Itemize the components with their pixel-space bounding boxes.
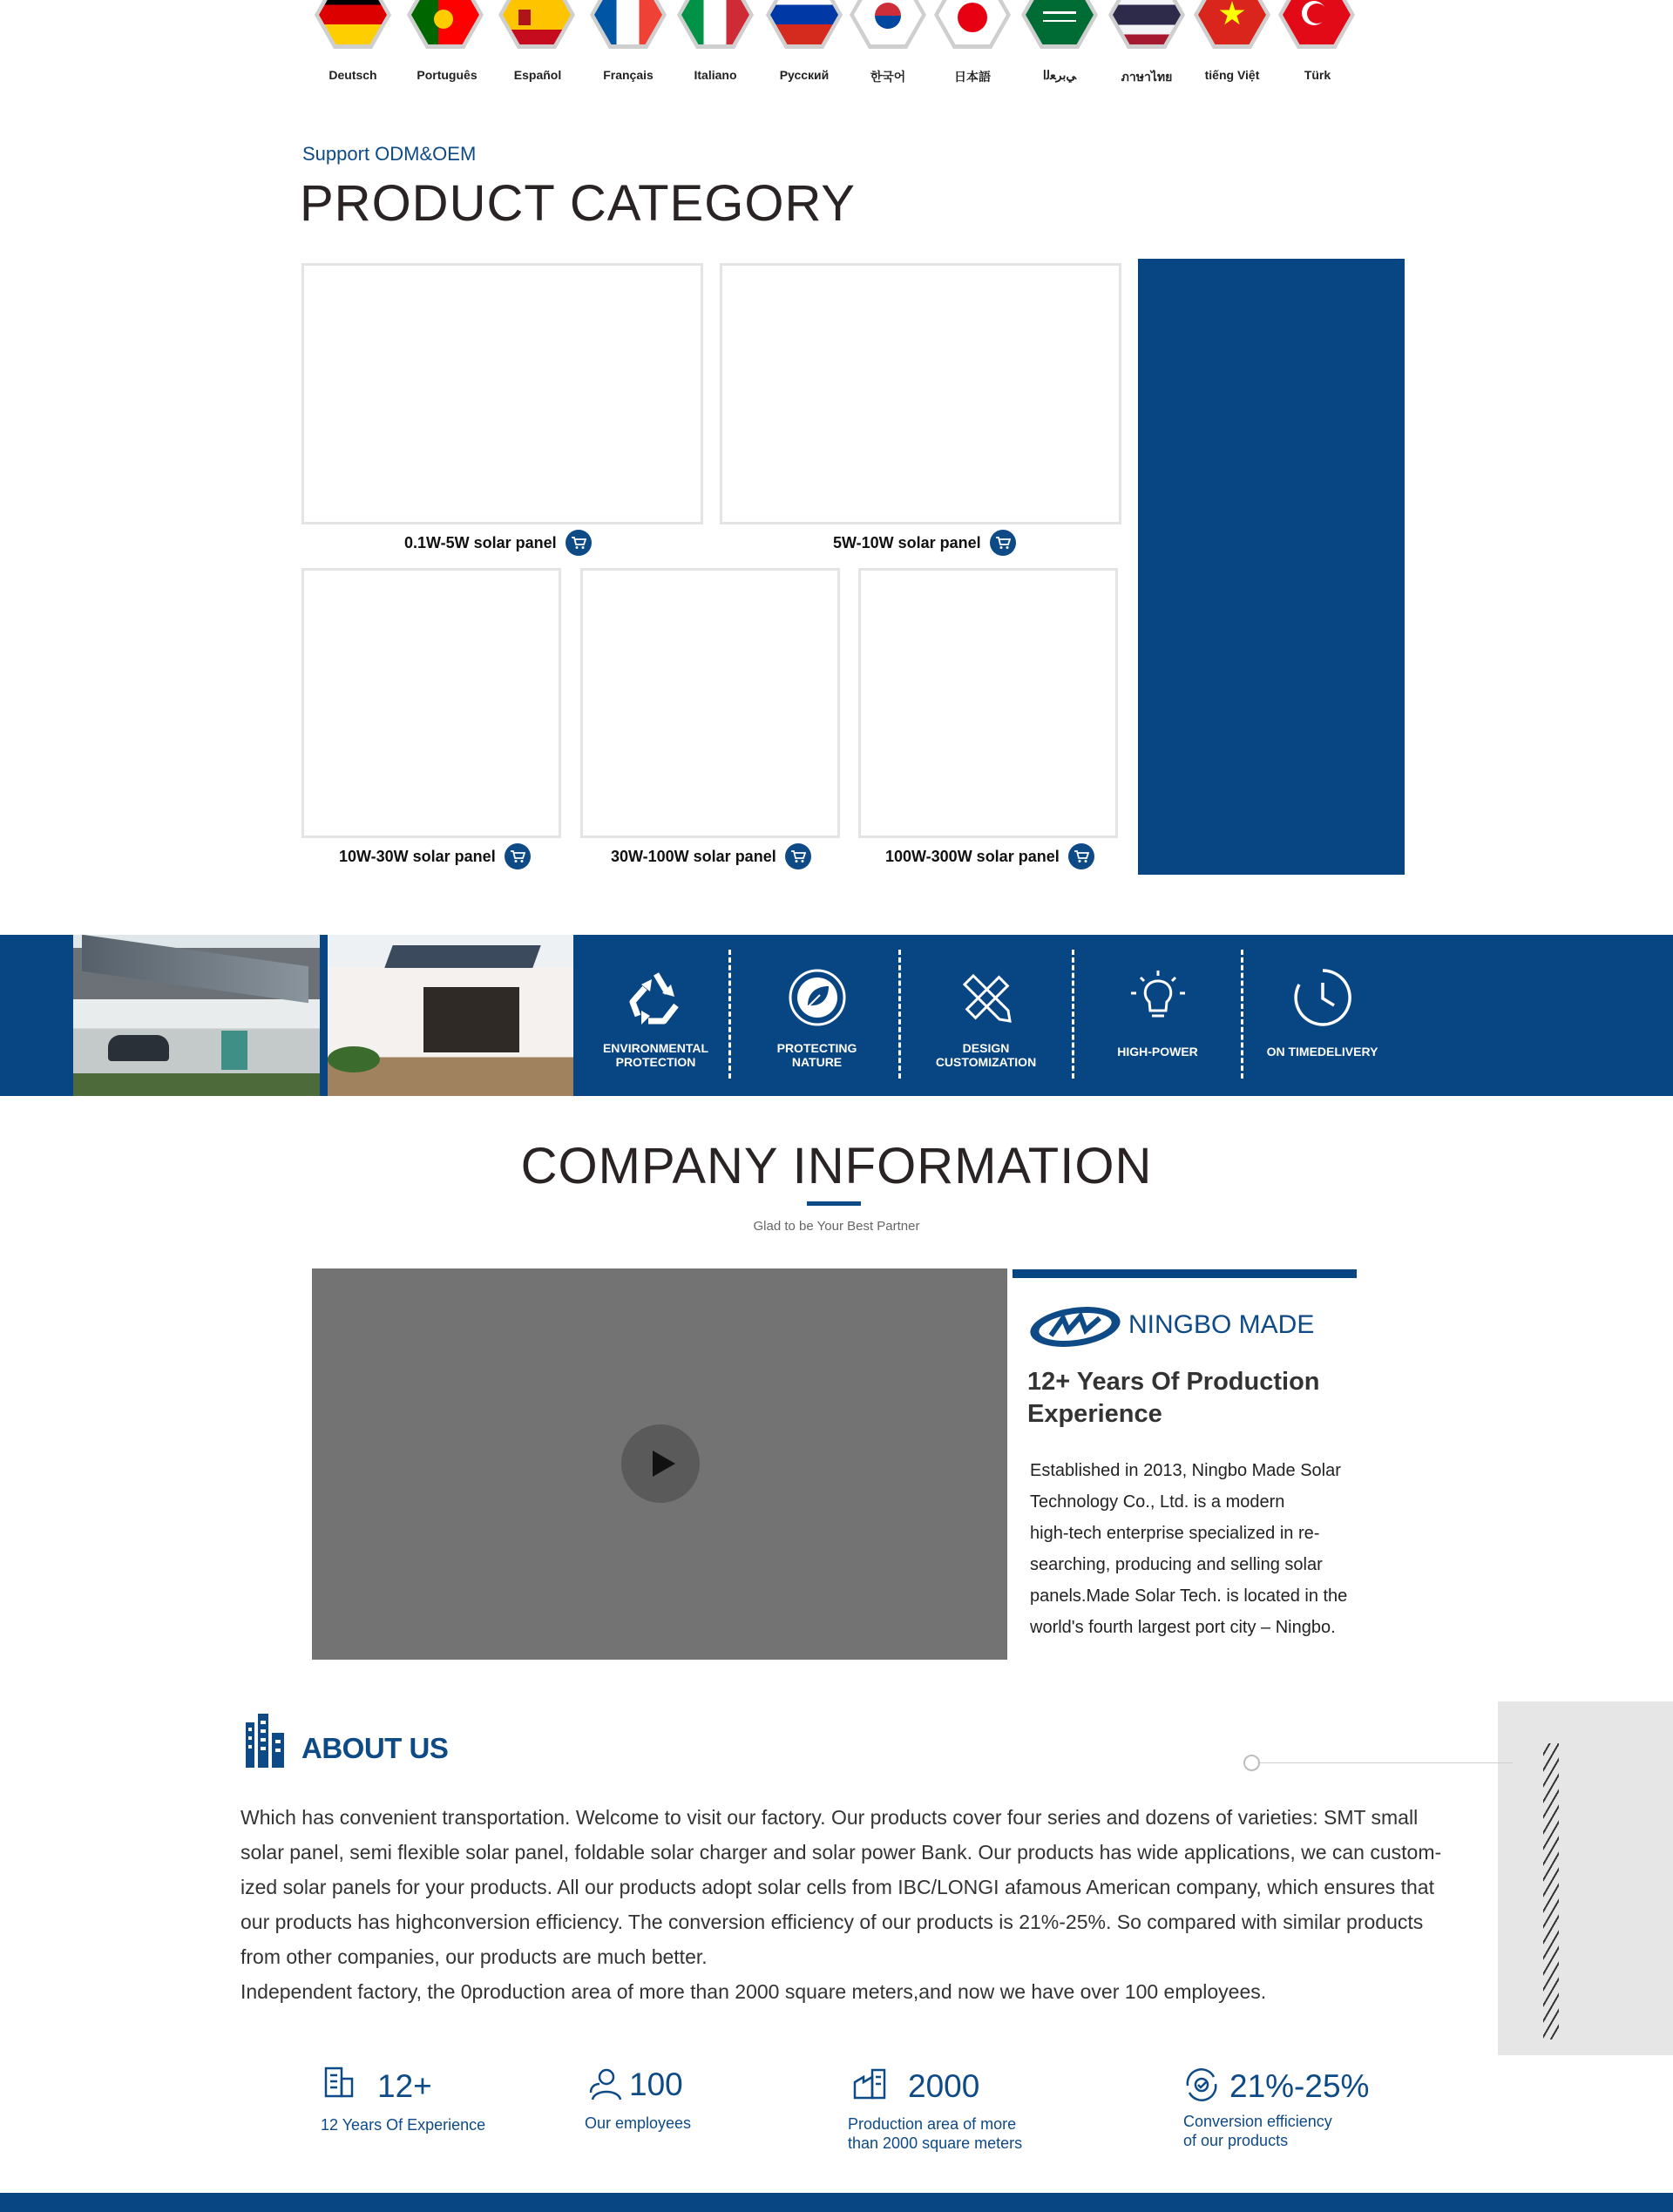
leaf-icon [787, 967, 848, 1028]
feature-label: HIGH-POWER [1117, 1045, 1198, 1059]
language-link[interactable]: Deutsch [329, 68, 377, 82]
product-link[interactable] [611, 843, 811, 869]
brand-name: NINGBO MADE [1128, 1310, 1315, 1339]
feature-label: DESIGN [962, 1041, 1010, 1055]
korea-flag-icon[interactable] [850, 0, 926, 49]
stat-value: 12+ [377, 2068, 432, 2104]
section-eyebrow: Support ODM&OEM [302, 143, 477, 165]
product-card-image[interactable] [301, 568, 561, 838]
feature-label: PROTECTING [776, 1041, 857, 1055]
feature-nature [741, 967, 893, 1069]
feature-divider [1241, 950, 1243, 1079]
saudi-flag-icon[interactable] [1021, 0, 1098, 49]
title-underline [807, 1201, 861, 1206]
stat-label: Conversion efficiency of our products [1183, 2113, 1332, 2149]
product-link[interactable] [404, 530, 592, 556]
product-link[interactable] [339, 843, 531, 869]
language-link[interactable]: Русский [779, 68, 830, 82]
building-icon [322, 2065, 357, 2104]
feature-environmental [579, 967, 732, 1069]
company-video[interactable] [312, 1268, 1007, 1660]
vietnam-flag-icon[interactable] [1194, 0, 1270, 49]
language-link[interactable]: ﻲﺑﺮﻌﻟﺍ [1042, 68, 1077, 82]
product-card-image[interactable] [858, 568, 1118, 838]
footer-bar [0, 2193, 1673, 2212]
language-link[interactable]: Português [417, 68, 478, 82]
language-link[interactable]: Español [513, 68, 562, 82]
russia-flag-icon[interactable] [766, 0, 843, 49]
decorative-panel [1498, 1701, 1673, 2055]
stat-value: 2000 [908, 2068, 980, 2104]
product-label: 30W-100W solar panel [611, 847, 776, 865]
cart-icon[interactable] [1068, 843, 1094, 869]
brand-logo [1028, 1304, 1122, 1354]
germany-flag-icon[interactable] [315, 0, 391, 49]
product-label: 100W-300W solar panel [885, 847, 1060, 865]
feature-design [910, 967, 1062, 1069]
experience-title: 12+ Years Of Production Experience [1027, 1368, 1320, 1428]
france-flag-icon[interactable] [590, 0, 667, 49]
language-link[interactable]: 日本語 [954, 70, 991, 84]
efficiency-icon [1182, 2067, 1221, 2107]
brand-logo-icon [1028, 1304, 1122, 1350]
play-button[interactable] [621, 1424, 700, 1503]
carport-photo [73, 935, 320, 1096]
stat-value: 21%-25% [1229, 2068, 1370, 2104]
thailand-flag-icon[interactable] [1108, 0, 1185, 49]
cart-icon[interactable] [990, 530, 1016, 556]
section-title: COMPANY INFORMATION [520, 1138, 1153, 1194]
product-card-image[interactable] [301, 263, 703, 524]
language-link[interactable]: Türk [1304, 68, 1331, 82]
language-link[interactable]: tiếng Việt [1204, 68, 1260, 82]
feature-high-power [1081, 967, 1234, 1059]
language-link[interactable]: ภาษาไทย [1121, 70, 1173, 84]
clock-icon [1292, 967, 1353, 1028]
page-title: PRODUCT CATEGORY [300, 175, 856, 232]
factory-icon [851, 2067, 888, 2106]
feature-label: PROTECTION [615, 1055, 696, 1069]
about-heading: ABOUT US [301, 1732, 449, 1764]
feature-label: ON TIMEDELIVERY [1266, 1045, 1378, 1059]
language-link[interactable]: Italiano [694, 68, 737, 82]
people-icon [586, 2067, 624, 2106]
house-photo [328, 935, 573, 1096]
stat-label: Production area of more than 2000 square meters [848, 2115, 1023, 2152]
product-card-image[interactable] [720, 263, 1121, 524]
about-text: Which has convenient transportation. Welcome to visit our factory. Our products cover four series and dozens of varieties: SMT small solar panel, semi flexible solar panel, foldable solar charger and solar power Bank. Our products has wide applications, we can custom- ized solar panels for your products. All our products adopt solar cells from IBC/LONGI afamous American company, which ensures that our products has highconversion efficiency. The conversion efficiency of our products is 21%-25%. So compared with similar products from other companies, our products are much better. Independent factory, the 0production area of more than 2000 square meters,and now we have over 100 employees. [240, 1806, 1442, 2003]
play-icon [621, 1424, 700, 1503]
product-card-image[interactable] [580, 568, 840, 838]
feature-label: ENVIRONMENTAL [602, 1041, 709, 1055]
spain-flag-icon[interactable] [498, 0, 575, 49]
portugal-flag-icon[interactable] [407, 0, 484, 49]
about-building-icon [242, 1712, 286, 1772]
product-label: 0.1W-5W solar panel [404, 533, 557, 551]
feature-divider [728, 950, 731, 1079]
cart-icon[interactable] [785, 843, 811, 869]
pencil-ruler-icon [956, 967, 1017, 1028]
feature-delivery [1246, 967, 1399, 1059]
section-subtitle: Glad to be Your Best Partner [753, 1219, 920, 1234]
stat-value: 100 [629, 2067, 683, 2102]
timeline-dot[interactable] [1243, 1755, 1260, 1771]
japan-flag-icon[interactable] [934, 0, 1011, 49]
feature-label: NATURE [791, 1055, 843, 1069]
hatch-decoration [1543, 1743, 1559, 2040]
product-label: 10W-30W solar panel [339, 847, 496, 865]
category-side-panel [1138, 259, 1405, 875]
feature-label: CUSTOMIZATION [935, 1055, 1037, 1069]
product-link[interactable] [833, 530, 1016, 556]
light-bulb-icon [1128, 967, 1189, 1028]
recycle-icon [626, 967, 687, 1028]
product-link[interactable] [885, 843, 1094, 869]
company-description: Established in 2013, Ningbo Made Solar Technology Co., Ltd. is a modern high-tech enterprise specialized in re- searching, producing and selling solar panels.Made Solar Tech. is located in the world's fourth largest port city – Ningbo. [1030, 1461, 1348, 1637]
italy-flag-icon[interactable] [677, 0, 754, 49]
language-link[interactable]: 한국어 [870, 70, 906, 84]
cart-icon[interactable] [566, 530, 592, 556]
stat-label: 12 Years Of Experience [321, 2116, 486, 2134]
info-accent-bar [1013, 1269, 1357, 1278]
timeline-line [1251, 1762, 1513, 1763]
stat-label: Our employees [585, 2114, 692, 2132]
feature-divider [1072, 950, 1074, 1079]
product-label: 5W-10W solar panel [833, 533, 981, 551]
cart-icon[interactable] [505, 843, 531, 869]
language-link[interactable]: Français [603, 68, 654, 82]
feature-divider [898, 950, 901, 1079]
turkey-flag-icon[interactable] [1278, 0, 1355, 49]
